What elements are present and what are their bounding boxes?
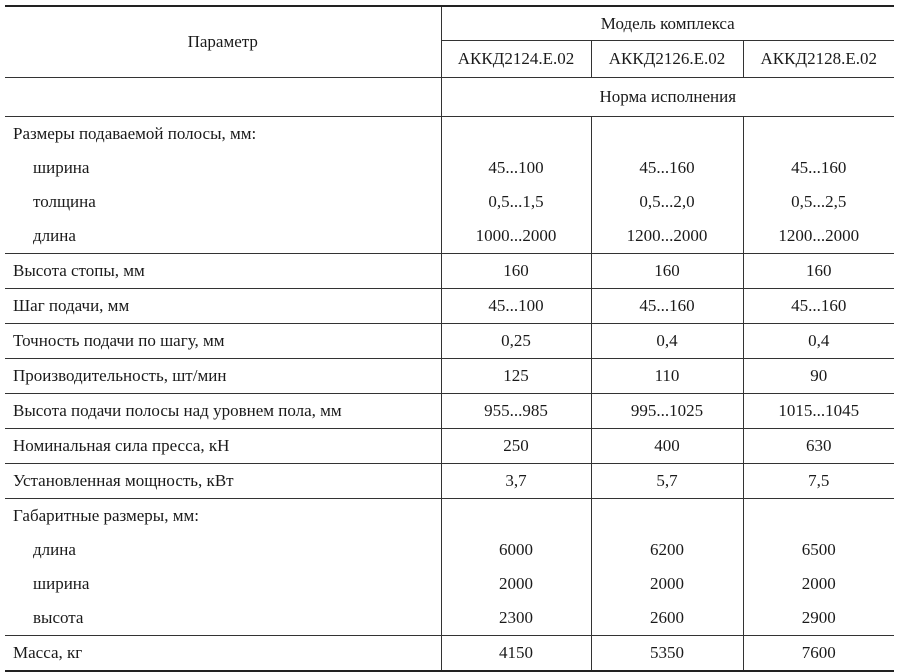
table-row	[5, 464, 894, 499]
cell: 630	[743, 429, 894, 464]
cell: 250	[441, 429, 591, 464]
row-label: Шаг подачи, мм	[13, 296, 130, 315]
header-row-norm	[5, 78, 894, 117]
cell: 5,7	[591, 464, 743, 499]
header-row-models-group	[5, 6, 894, 41]
cell: 2000	[743, 567, 894, 601]
cell: 955...985	[441, 394, 591, 429]
cell	[441, 117, 591, 152]
table-row	[5, 636, 894, 672]
row-label: Габаритные размеры, мм:	[13, 506, 199, 525]
header-blank	[5, 78, 441, 117]
table-row	[5, 324, 894, 359]
row-label: длина	[33, 226, 76, 245]
cell: 6500	[743, 533, 894, 567]
cell: 90	[743, 359, 894, 394]
cell	[441, 499, 591, 534]
table-row	[5, 289, 894, 324]
cell: 6000	[441, 533, 591, 567]
cell: 0,25	[441, 324, 591, 359]
cell: 4150	[441, 636, 591, 672]
row-label: длина	[33, 540, 76, 559]
row-label: Точность подачи по шагу, мм	[13, 331, 225, 350]
cell: 0,5...1,5	[441, 185, 591, 219]
row-label: Высота подачи полосы над уровнем пола, мм	[13, 401, 342, 420]
cell: 995...1025	[591, 394, 743, 429]
table-row	[5, 254, 894, 289]
row-label: ширина	[33, 574, 90, 593]
table-row	[5, 429, 894, 464]
table-row	[5, 117, 894, 152]
cell: 2300	[441, 601, 591, 636]
cell	[743, 499, 894, 534]
cell	[591, 499, 743, 534]
cell: 45...160	[591, 151, 743, 185]
table-row	[5, 185, 894, 219]
cell: 45...100	[441, 289, 591, 324]
table-row	[5, 601, 894, 636]
cell: 45...160	[591, 289, 743, 324]
cell: 7,5	[743, 464, 894, 499]
cell: 45...100	[441, 151, 591, 185]
cell: 0,4	[743, 324, 894, 359]
table-row	[5, 394, 894, 429]
cell: 2000	[591, 567, 743, 601]
cell: 3,7	[441, 464, 591, 499]
cell: 1015...1045	[743, 394, 894, 429]
cell: 2600	[591, 601, 743, 636]
row-label: Размеры подаваемой полосы, мм:	[13, 124, 257, 143]
table-row	[5, 533, 894, 567]
cell: 160	[743, 254, 894, 289]
row-label: Масса, кг	[13, 643, 83, 662]
cell: 1000...2000	[441, 219, 591, 254]
table-row	[5, 151, 894, 185]
cell	[591, 117, 743, 152]
cell: 110	[591, 359, 743, 394]
header-model-2: АККД2126.Е.02	[591, 41, 743, 78]
cell: 6200	[591, 533, 743, 567]
row-label: Высота стопы, мм	[13, 261, 145, 280]
header-param: Параметр	[5, 6, 441, 78]
cell: 125	[441, 359, 591, 394]
cell: 0,5...2,0	[591, 185, 743, 219]
cell: 5350	[591, 636, 743, 672]
table-row	[5, 499, 894, 534]
row-label: ширина	[33, 158, 90, 177]
cell: 45...160	[743, 289, 894, 324]
header-norm: Норма исполнения	[441, 78, 894, 117]
cell: 0,5...2,5	[743, 185, 894, 219]
cell: 0,4	[591, 324, 743, 359]
cell: 160	[441, 254, 591, 289]
table-row	[5, 567, 894, 601]
table-row	[5, 219, 894, 254]
header-model-3: АККД2128.Е.02	[743, 41, 894, 78]
cell: 1200...2000	[743, 219, 894, 254]
row-label: Номинальная сила пресса, кН	[13, 436, 230, 455]
cell: 7600	[743, 636, 894, 672]
cell	[743, 117, 894, 152]
row-label: толщина	[33, 192, 96, 211]
header-model-group: Модель комплекса	[441, 6, 894, 41]
cell: 2000	[441, 567, 591, 601]
row-label: Производительность, шт/мин	[13, 366, 227, 385]
row-label: Установленная мощность, кВт	[13, 471, 234, 490]
table-row	[5, 359, 894, 394]
cell: 2900	[743, 601, 894, 636]
row-label: высота	[33, 608, 84, 627]
header-model-1: АККД2124.Е.02	[441, 41, 591, 78]
cell: 160	[591, 254, 743, 289]
spec-table	[5, 5, 894, 672]
cell: 400	[591, 429, 743, 464]
cell: 1200...2000	[591, 219, 743, 254]
cell: 45...160	[743, 151, 894, 185]
